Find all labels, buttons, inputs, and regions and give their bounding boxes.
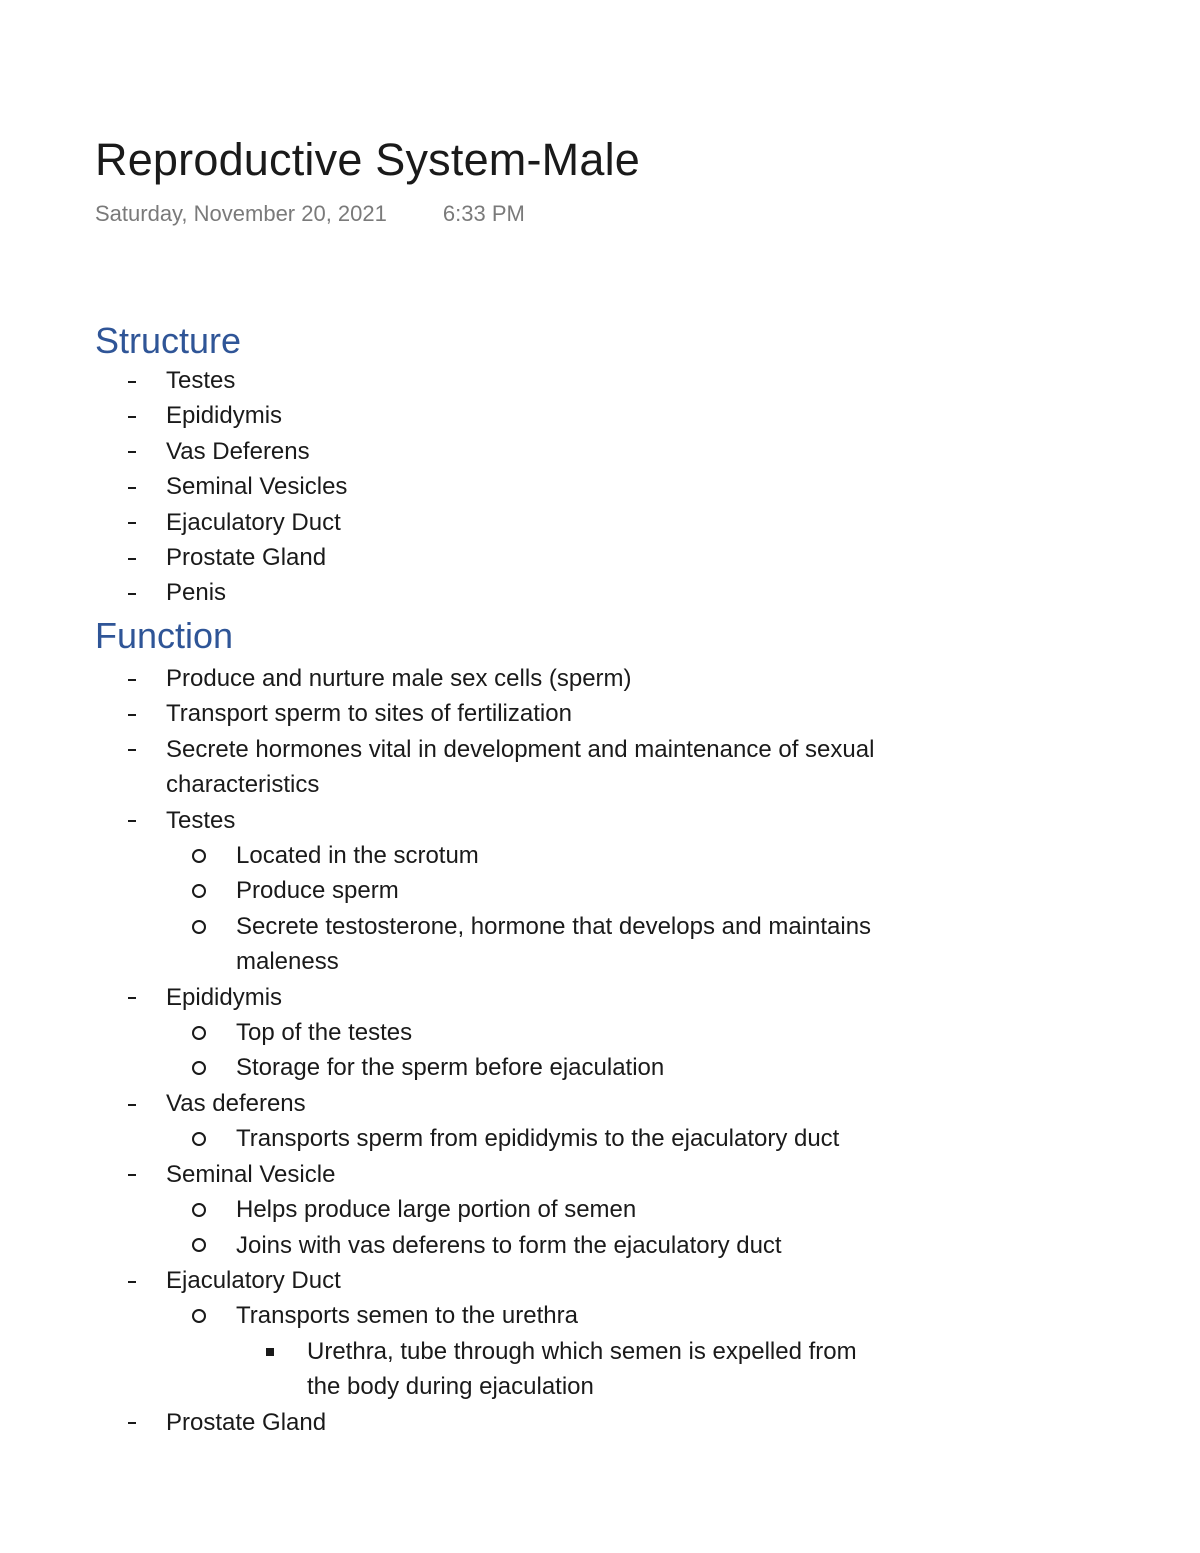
list-item bbox=[0, 1192, 1200, 1227]
list-item-text: Seminal Vesicle bbox=[166, 1160, 336, 1188]
list-item bbox=[0, 575, 1200, 610]
list-item bbox=[0, 909, 1200, 944]
dash-bullet-icon bbox=[128, 381, 136, 383]
list-item-text: Produce and nurture male sex cells (sperm) bbox=[166, 665, 632, 692]
list-item-text: Secrete hormones vital in development and maintenance of sexual bbox=[166, 735, 875, 763]
dash-bullet-icon bbox=[128, 1281, 136, 1283]
list-item bbox=[0, 1121, 1200, 1156]
list-bullet bbox=[263, 1334, 277, 1369]
list-item-text: maleness bbox=[236, 948, 339, 976]
list-item bbox=[0, 980, 1200, 1015]
list-item-text: Joins with vas deferens to form the ejaculatory duct bbox=[236, 1231, 782, 1259]
list-bullet bbox=[125, 363, 139, 398]
list-item-text: Produce sperm bbox=[236, 877, 399, 905]
circle-bullet-icon bbox=[192, 1309, 206, 1323]
dash-bullet-icon bbox=[128, 679, 136, 681]
list-item bbox=[0, 1369, 1200, 1404]
list-item bbox=[0, 944, 1200, 979]
list-item-text: Testes bbox=[166, 367, 236, 394]
list-item bbox=[0, 540, 1200, 575]
list-item-text: Prostate Gland bbox=[166, 1408, 327, 1436]
list-item-text: Epididymis bbox=[166, 983, 283, 1011]
list-item-text: Penis bbox=[166, 579, 227, 607]
list-item bbox=[0, 1050, 1200, 1085]
list-item-text: Transports sperm from epididymis to the ejaculatory duct bbox=[236, 1125, 840, 1153]
list-item-text: the body during ejaculation bbox=[307, 1373, 594, 1401]
dash-bullet-icon bbox=[128, 820, 136, 822]
list-bullet bbox=[190, 1015, 208, 1050]
circle-bullet-icon bbox=[192, 884, 206, 898]
list-item-text: Urethra, tube through which semen is expelled from bbox=[307, 1337, 857, 1365]
list-bullet bbox=[190, 1050, 208, 1085]
list-item-text: Epididymis bbox=[166, 402, 283, 430]
dash-bullet-icon bbox=[128, 558, 136, 560]
list-item bbox=[0, 363, 1200, 398]
list-item bbox=[0, 803, 1200, 838]
list-item-text: Transport sperm to sites of fertilization bbox=[166, 700, 572, 728]
list-item bbox=[0, 732, 1200, 767]
circle-bullet-icon bbox=[192, 849, 206, 863]
list-item bbox=[0, 469, 1200, 504]
note-time: 6:33 PM bbox=[442, 201, 525, 226]
list-bullet bbox=[190, 1228, 208, 1263]
dash-bullet-icon bbox=[128, 749, 136, 751]
note-date: Saturday, November 20, 2021 bbox=[95, 201, 387, 226]
list-item-text: Transports semen to the urethra bbox=[236, 1302, 578, 1330]
list-item bbox=[0, 1405, 1200, 1440]
structure-list bbox=[0, 363, 1200, 611]
list-bullet bbox=[190, 1192, 208, 1227]
list-item-text: Located in the scrotum bbox=[236, 842, 479, 870]
circle-bullet-icon bbox=[192, 1238, 206, 1252]
list-bullet bbox=[125, 732, 139, 767]
dash-bullet-icon bbox=[128, 997, 136, 999]
list-item-text: Storage for the sperm before ejaculation bbox=[236, 1054, 665, 1082]
list-item-text: Seminal Vesicles bbox=[166, 473, 348, 501]
page-title: Reproductive System-Male bbox=[95, 134, 640, 185]
list-bullet bbox=[125, 803, 139, 838]
list-item bbox=[0, 1334, 1200, 1369]
list-bullet bbox=[125, 398, 139, 433]
list-bullet bbox=[125, 469, 139, 504]
structure-heading: Structure bbox=[95, 320, 242, 361]
list-item bbox=[0, 1298, 1200, 1333]
list-bullet bbox=[125, 434, 139, 469]
list-item-text: Testes bbox=[166, 806, 236, 834]
dash-bullet-icon bbox=[128, 487, 136, 489]
list-item bbox=[0, 696, 1200, 731]
list-bullet bbox=[190, 1298, 208, 1333]
list-bullet bbox=[190, 838, 208, 873]
dash-bullet-icon bbox=[128, 593, 136, 595]
list-item bbox=[0, 873, 1200, 908]
list-item-text: Ejaculatory Duct bbox=[166, 508, 341, 536]
list-item-text: Vas Deferens bbox=[166, 437, 310, 465]
list-bullet bbox=[190, 873, 208, 908]
list-bullet bbox=[125, 505, 139, 540]
circle-bullet-icon bbox=[192, 920, 206, 934]
list-bullet bbox=[125, 696, 139, 731]
function-heading: Function bbox=[95, 615, 234, 656]
list-item bbox=[0, 1086, 1200, 1121]
list-item bbox=[0, 1228, 1200, 1263]
circle-bullet-icon bbox=[192, 1026, 206, 1040]
circle-bullet-icon bbox=[192, 1061, 206, 1075]
list-item bbox=[0, 767, 1200, 802]
dash-bullet-icon bbox=[128, 714, 136, 716]
dash-bullet-icon bbox=[128, 1422, 136, 1424]
list-item bbox=[0, 505, 1200, 540]
list-item-text: Helps produce large portion of semen bbox=[236, 1196, 637, 1224]
list-bullet bbox=[190, 909, 208, 944]
list-item-text: Top of the testes bbox=[236, 1019, 413, 1047]
dash-bullet-icon bbox=[128, 1174, 136, 1176]
list-item bbox=[0, 1015, 1200, 1050]
list-bullet bbox=[125, 1405, 139, 1440]
list-item bbox=[0, 1263, 1200, 1298]
list-bullet bbox=[125, 575, 139, 610]
list-bullet bbox=[190, 1121, 208, 1156]
list-bullet bbox=[125, 980, 139, 1015]
list-item bbox=[0, 398, 1200, 433]
circle-bullet-icon bbox=[192, 1203, 206, 1217]
list-item bbox=[0, 661, 1200, 696]
dash-bullet-icon bbox=[128, 451, 136, 453]
list-item-text: Secrete testosterone, hormone that develops and maintains bbox=[236, 912, 872, 940]
list-bullet bbox=[125, 661, 139, 696]
circle-bullet-icon bbox=[192, 1132, 206, 1146]
square-bullet-icon bbox=[266, 1348, 274, 1356]
dash-bullet-icon bbox=[128, 416, 136, 418]
list-bullet bbox=[125, 1086, 139, 1121]
list-item bbox=[0, 1157, 1200, 1192]
list-bullet bbox=[125, 1157, 139, 1192]
list-item bbox=[0, 434, 1200, 469]
dash-bullet-icon bbox=[128, 522, 136, 524]
function-list bbox=[0, 661, 1200, 1440]
list-bullet bbox=[125, 540, 139, 575]
dash-bullet-icon bbox=[128, 1104, 136, 1106]
note-timestamp bbox=[95, 200, 525, 228]
list-item-text: Ejaculatory Duct bbox=[166, 1266, 341, 1294]
list-bullet bbox=[125, 1263, 139, 1298]
list-item-text: characteristics bbox=[166, 771, 320, 799]
list-item bbox=[0, 838, 1200, 873]
list-item-text: Prostate Gland bbox=[166, 544, 327, 572]
list-item-text: Vas deferens bbox=[166, 1089, 306, 1117]
